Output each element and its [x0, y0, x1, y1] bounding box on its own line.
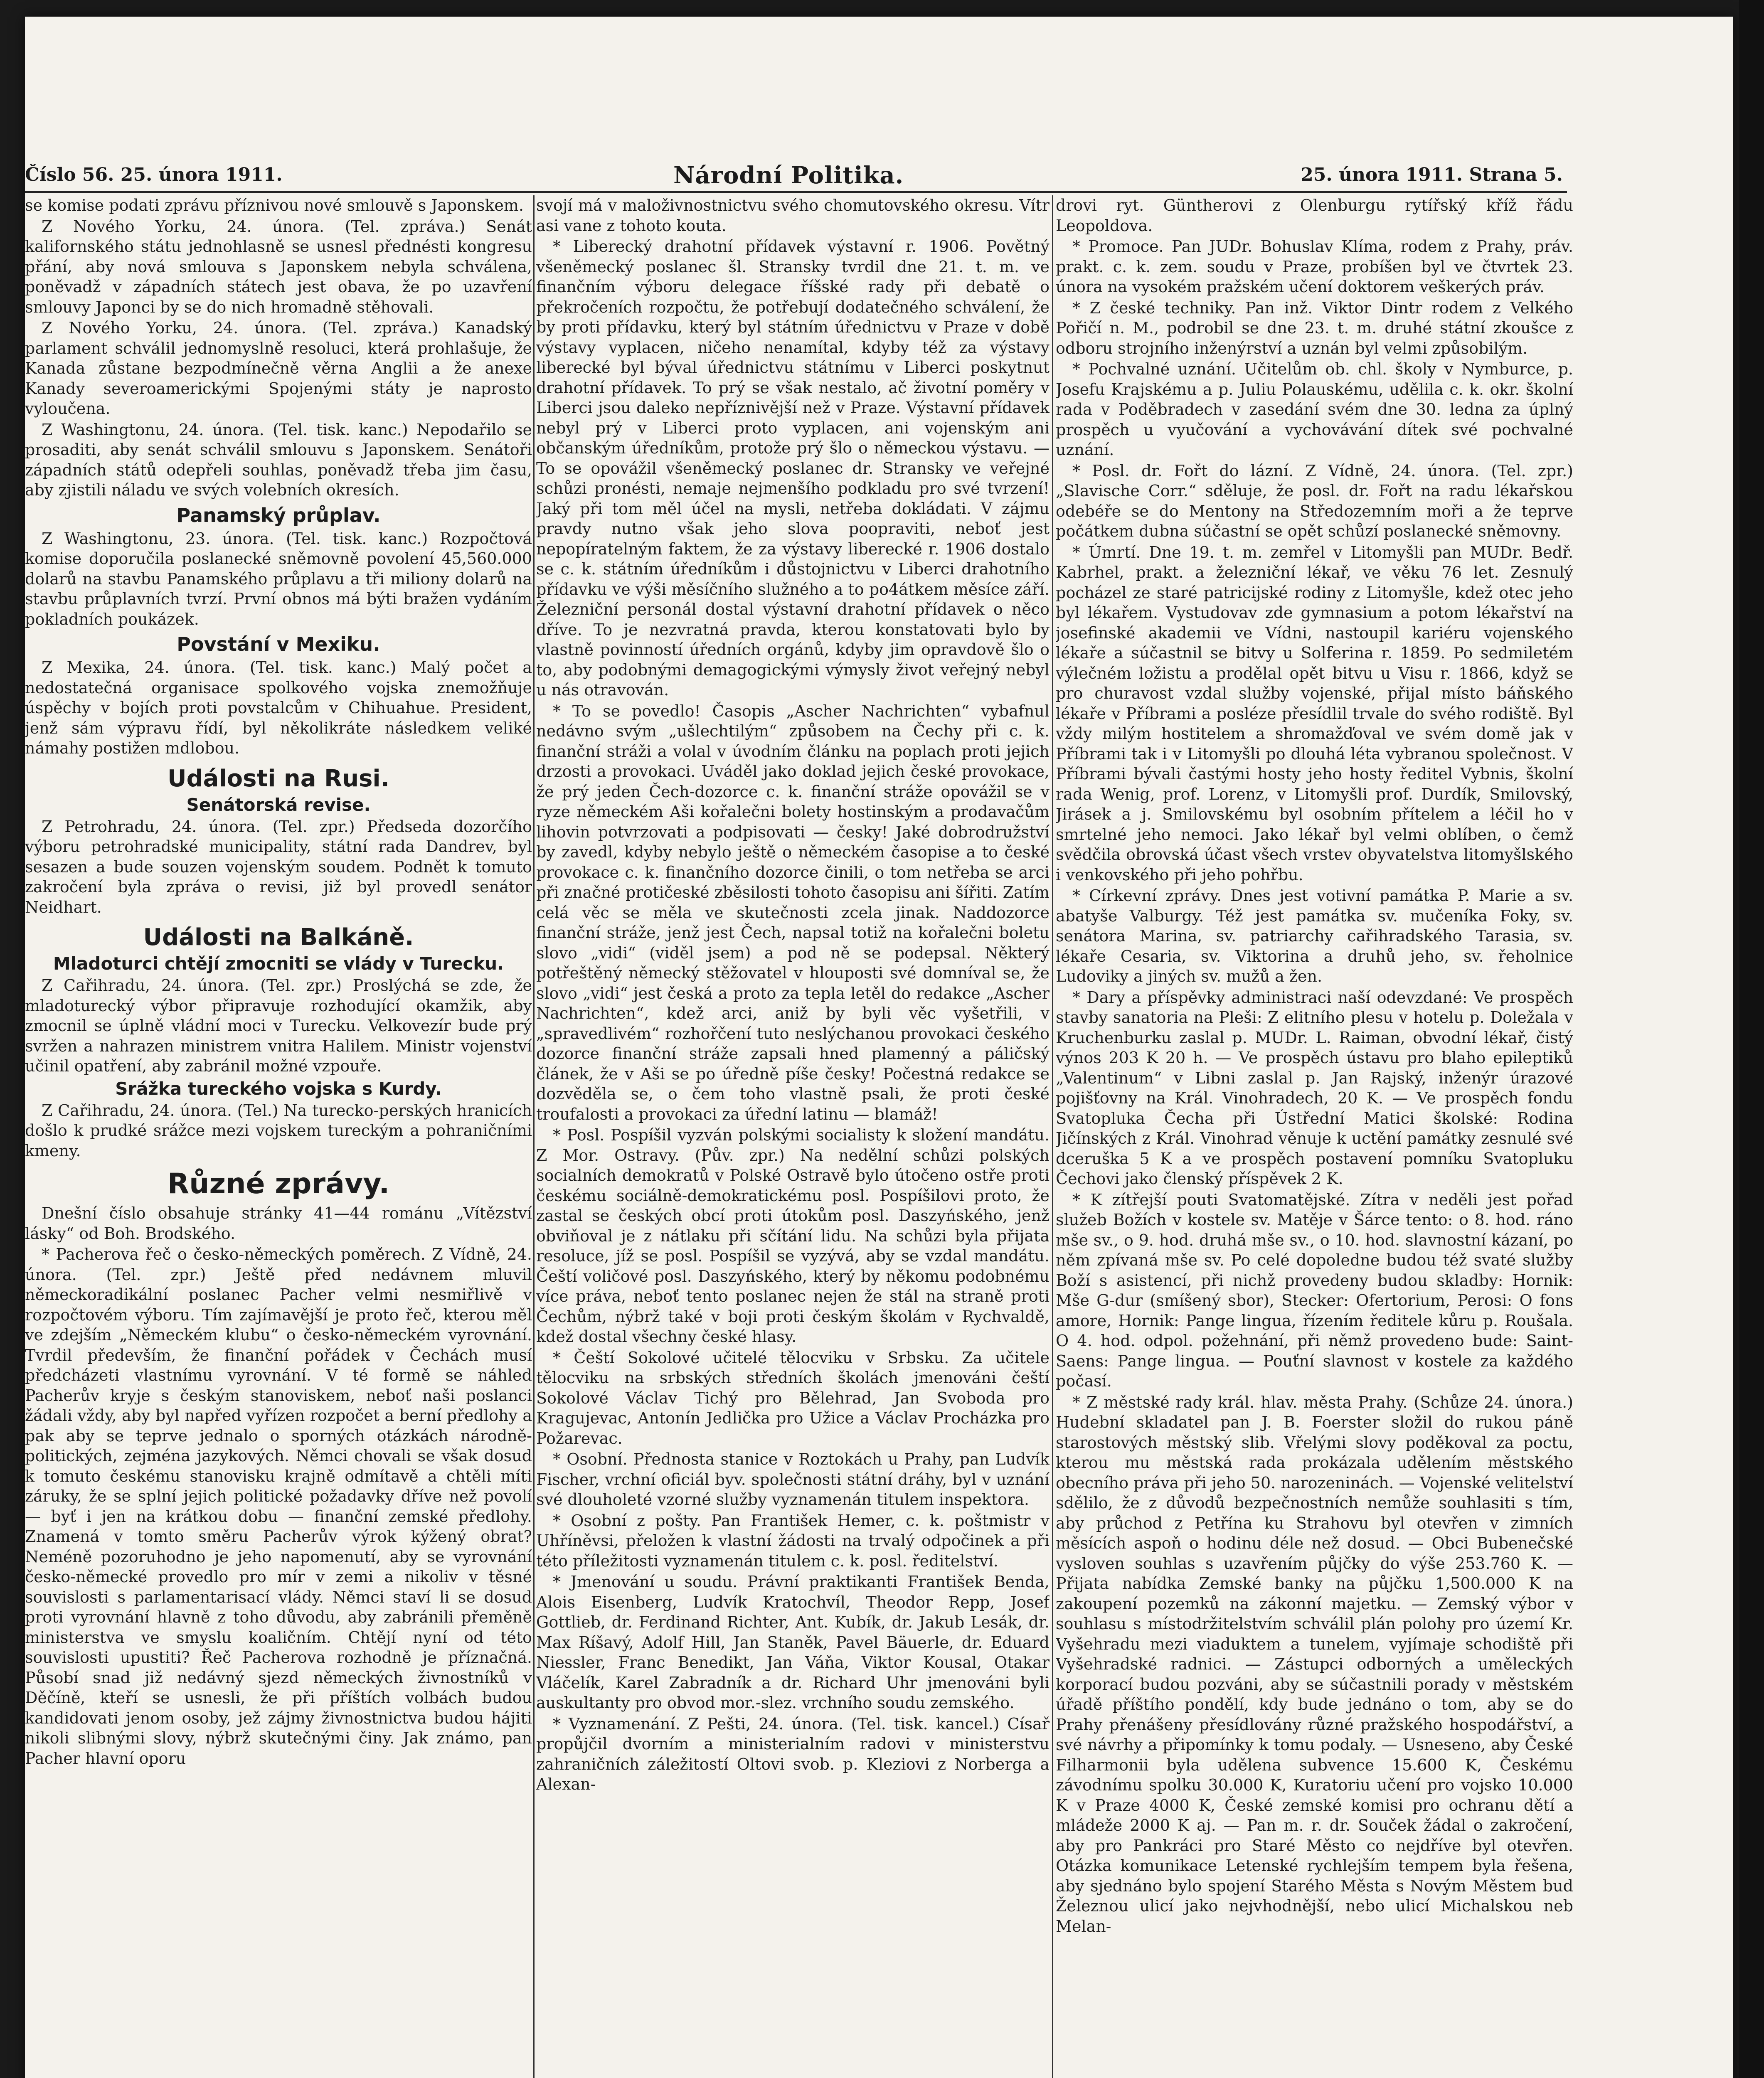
article-text: Z Washingtonu, 23. února. (Tel. tisk. kanc.) Rozpočtová komise doporučila poslanecké sněmovně povolení 45,560.000 dolarů na stavbu Panamského průplavu a tři miliony dolarů na stavbu průplavních tvrzí. První obnos má býti bražen vydáním pokladních poukázek.	[25, 529, 532, 628]
column-divider	[1052, 195, 1053, 2078]
section-heading: Povstání v Mexiku.	[177, 633, 380, 655]
article-text: * Církevní zprávy. Dnes jest votivní památka P. Marie a sv. abatyše Valburgy. Též jest památka sv. mučeníka Foky, sv. senátora Marina, sv. patriarchy cařihradského Tarasia, sv. lékaře Cesaria, sv. Viktorina a druhů jeho, sv. řeholnice Ludoviky a jiných sv. mužů a žen.	[1056, 886, 1573, 985]
article-text: * Pochvalné uznání. Učitelům ob. chl. školy v Nymburce, p. Josefu Krajskému a p. Juliu Polauskému, udělila c. k. okr. školní rada v Poděbradech v zasedání svém dne 30. ledna za úplný prospěch u vyučování a vychovávání dítek své pochvalné uznání.	[1056, 360, 1573, 459]
article-text: * Čeští Sokolové učitelé tělocviku v Srbsku. Za učitele tělocviku na srbských středních školách jmenováni čeští Sokolové Václav Tichý pro Bělehrad, Jan Svoboda pro Kragujevac, Antonín Jedlička pro Užice a Václav Procházka pro Požarevac.	[536, 1348, 1050, 1448]
article-text: Dnešní číslo obsahuje stránky 41—44 románu „Vítězství lásky“ od Boh. Brodského.	[25, 1204, 532, 1243]
article-text: * Liberecký drahotní přídavek výstavní r. 1906. Povětný všeněmecký poslanec šl. Stransky tvrdil dne 21. t. m. ve finančním výboru delegace říšské rady při debatě o překročeních rozpočtu, že potřebují dodatečného schválení, že by proti přídavku, který byl státním úřednictvu v Praze v době výstavy vyplacen, ničeho nenamítal, kdyby též za výstavy liberecké byl býval úřednictvu státnímu v Liberci poskytnut drahotní přídavek. To prý se však nestalo, ač životní poměry v Liberci jsou daleko nepříznivější než v Praze. Výstavní přídavek nebyl prý v Liberci proto vyplacen, ani vojenským ani občanským úředníkům, protože prý šlo o německou výstavu. — To se opovážil všeněmecký poslanec dr. Stransky ve veřejné schůzi pronésti, nemaje nejmenšího podkladu pro své tvrzení! Jaký při tom měl účel na mysli, netřeba dokládati. V zájmu pravdy nutno však jeho slova poopraviti, neboť jest nepopíratelným faktem, že za výstavy liberecké r. 1906 dostalo se c. k. státním úředníkům i důstojnictvu v Liberci drahotního přídavku ve výši měsíčního služného a to po4átkem měsíce září. Železniční personál dostal výstavní drahotní přídavek o něco dříve. To je nezvratná pravda, kterou konstatovati bylo by vlastně povinností úředních orgánů, kdyby jim opravdově šlo o to, aby podobnými demagogickými výmysly život veřejný nebyl u nás otravován.	[536, 237, 1050, 699]
article-text: * Úmrtí. Dne 19. t. m. zemřel v Litomyšli pan MUDr. Bedř. Kabrhel, prakt. a železniční lékař, ve věku 76 let. Zesnulý pocházel ze staré patricijské rodiny z Litomyšle, kdež otec jeho byl lékařem. Vystudovav zde gymnasium a potom lékařství na josefinské akademii ve Vídni, nastoupil kariéru vojenského lékaře a súčastnil se bitvy u Solferina r. 1859. Po sedmiletém výlečném ložistu a prodělal opět bitvu u Visu r. 1866, když se pro churavost vzdal služby vojenské, přijal místo báňského lékaře v Příbrami a posléze přesídlil trvale do svého rodiště. Byl vždy milým hostitelem a shromažďoval ve svém domě jak v Příbrami tak i v Litomyšli po dlouhá léta vybranou společnost. V Příbrami bývali častými hosty jeho hosty ředitel Vybnis, školní rada Wenig, prof. Lorenz, v Litomyšli prof. Durdík, Smilovský, Jirásek a j. Smilovskému byl osobním přítelem a léčil ho v smrtelné jeho nemoci. Jako lékař byl velmi oblíben, o čemž svědčila obrovská účast všech vrstev obyvatelstva litomyšlského i venkovského při jeho pohřbu.	[1056, 543, 1573, 884]
article-text: * Z městské rady král. hlav. města Prahy. (Schůze 24. února.) Hudební skladatel pan J. B. Foerster složil do rukou páně starostových městský slib. Vřelými slovy poděkoval za poctu, kterou mu městská rada prokázala udělením městského obecního práva při jeho 50. narozeninách. — Vojenské velitelství sdělilo, že z důvodů bezpečnostních nemůže souhlasiti s tím, aby průchod z Petřína ku Strahovu byl otevřen v zimních měsících aspoň o hodinu déle než dosud. — Obci Bubenečské vysloven souhlas s uzavřením půjčky do výše 253.760 K. — Přijata nabídka Zemské banky na půjčku 1,500.000 K na zakoupení pozemků na zákonní majetku. — Zemský výbor v souhlasu s místodržitelstvím schválil plán polohy pro území Kr. Vyšehradu mezi viaduktem a tunelem, vyjímaje schodiště při Vyšehradské radnici. — Zástupci odborných a uměleckých korporací budou pozváni, aby se súčastnili porady v městském úřadě příštího pondělí, kdy bude jednáno o tom, aby se do Prahy přenášeny přesídlovány různé pražského hospodářství, a své návrhy a připomínky k tomu podaly. — Usneseno, aby České Filharmonii byla udělena subvence 15.600 K, Českému závodnímu spolku 30.000 K, Kuratoriu učení pro vojsko 10.000 K v Praze 4000 K, České zemské komisi pro ochranu dětí a mládeže 2000 K aj. — Pan m. r. dr. Souček žádal o zakročení, aby pro Pankráci pro Staré Město co nejdříve byl otevřen. Otázka komunikace Letenské rychlejším tempem byla řešena, aby sjednáno bylo spojení Starého Města s Novým Městem bud Železnou ulicí jako nejvhodnější, nebo ulicí Michalskou neb Melan-	[1056, 1393, 1573, 1935]
article-text: * To se povedlo! Časopis „Ascher Nachrichten“ vybafnul nedávno svým „ušlechtilým“ způsobem na Čechy při c. k. finanční stráži a volal v úvodním článku na poplach proti jejich drzosti a provokaci. Uváděl jako doklad jejich české provokace, že prý jeden Čech-dozorce c. k. finanční stráže opovážil se v ryze německém Aši kořalečni bolety hostinským a prodavačům lihovin potvrzovati a podpisovati — česky! Jaké dobrodružství by zavedl, kdyby nebylo ještě o německém časopise a to české provokace c. k. finančního dozorce činili, o tom netřeba se arci při značné protičeské zběsilosti tohoto časopisu ani šířiti. Zatím celá věc se měla ve skutečnosti zcela jinak. Naddozorce finanční stráže, jenž jest Čech, napsal totiž na kořalečni boletu slovo „vidi“ (viděl jsem) a pod ně se podepsal. Některý potřeštěný německý stěžovatel v hlouposti své domníval se, že slovo „vidi“ jest česká a proto za tepla letěl do redakce „Ascher Nachrichten“, kdež arci, aniž by byli věc vyšetřili, v „spravedlivém“ rozhořčení tuto neslýchanou provokaci českého dozorce finanční stráže zapsali hned plamenný a páličský článek, že v Aši se po úředně píše česky! Počestná redakce se dozvěděla se, o čem toho vlastně psali, že proti české troufalosti a provokaci za úřední latinu — blamáž!	[536, 702, 1050, 1123]
issue-info: Číslo 56. 25. února 1911.	[25, 164, 283, 185]
article-text: * Jmenování u soudu. Právní praktikanti František Benda, Alois Eisenberg, Ludvík Kratochvíl, Theodor Repp, Josef Gottlieb, dr. Ferdinand Richter, Ant. Kubík, dr. Jakub Lesák, dr. Max Ríšavý, Adolf Hill, Jan Staněk, Pavel Bäuerle, dr. Eduard Niessler, Franc Benedikt, Jan Váňa, Viktor Kousal, Otakar Vláčelík, Karel Zabradník a dr. Richard Uhr jmenováni byli auskultanty pro obvod mor.-slez. vrchního soudu zemského.	[536, 1573, 1050, 1712]
article-text: * Z české techniky. Pan inž. Viktor Dintr rodem z Velkého Pořičí n. M., podrobil se dne 23. t. m. druhé státní zkoušce z odboru strojního inženýrství a uznán byl velmi způsobilým.	[1056, 298, 1573, 357]
article-text: drovi ryt. Güntherovi z Olenburgu rytířský kříž řádu Leopoldova.	[1056, 196, 1573, 235]
article-text: Z Nového Yorku, 24. února. (Tel. zpráva.) Kanadský parlament schválil jednomyslně resoluci, která prohlašuje, že Kanada zůstane bezpodmínečně věrna Anglii a že anexe Kanady severoamerickými Spojenými státy je naprosto vyloučena.	[25, 319, 532, 418]
article-text: * Osobní z pošty. Pan František Hemer, c. k. poštmistr v Uhříněvsi, přeložen k vlastní žádosti na trvalý odpočinek a při této příležitosti vyznamenán titulem c. k. posl. ředitelství.	[536, 1511, 1050, 1570]
column-3	[1056, 195, 1573, 2078]
article-text: Z Cařihradu, 24. února. (Tel. zpr.) Proslýchá se zde, že mladoturecký výbor připravuje rozhodující okamžik, aby zmocnil se úplně vládní moci v Turecku. Velkovezír bude prý svržen a nahrazen ministrem vnitra Halilem. Ministr vojenství učinil opatření, aby zabránil možné vzpouře.	[25, 976, 532, 1075]
article-text: Z Petrohradu, 24. února. (Tel. zpr.) Předseda dozorčího výboru petrohradské municipality, státní rada Dandrev, byl sesazen a bude souzen vojenským soudem. Podnět k tomuto zakročení byla zpráva o revisi, již byl provedl senátor Neidhart.	[25, 817, 532, 916]
article-text: Z Nového Yorku, 24. února. (Tel. zpráva.) Senát kalifornského státu jednohlasně se usnesl přednésti kongresu přání, aby nová smlouva s Japonskem nebyla schválena, poněvadž v západních státech jest obava, že po uzavření smlouvy Japonci by se do nich hromadně stěhovali.	[25, 217, 532, 316]
sub-heading: Srážka tureckého vojska s Kurdy.	[115, 1078, 442, 1099]
date-page-info: 25. února 1911. Strana 5.	[1301, 164, 1563, 185]
article-text: svojí má v maloživnostnictvu svého chomutovského okresu. Vítr asi vane z tohoto kouta.	[536, 196, 1050, 235]
article-text: * Vyznamenání. Z Pešti, 24. února. (Tel. tisk. kancel.) Císař propůjčil dvorním a ministerialním radovi v ministerstvu zahraničních záležitostí Oltovi svob. p. Kleziovi z Norberga a Alexan-	[536, 1714, 1050, 1793]
scan-border	[1739, 0, 1764, 2078]
article-text: * Posl. Pospíšil vyzván polskými socialisty k složení mandátu. Z Mor. Ostravy. (Pův. zpr.) Na nedělní schůzi polských socialních demokratů v Polské Ostravě bylo útočeno ostře proti českému sociálně-demokratickému posl. Pospíšilovi proto, že zastal se českých obcí proti útokům posl. Daszyńského, jenž obviňoval je z nátlaku při sčítání lidu. Na schůzi byla přijata resoluce, jíž se posl. Pospíšil se vyzývá, aby se vzdal mandátu. Čeští voličové posl. Daszyńského, který by někomu podobnému více práva, neboť tento poslanec nejen že stál na straně proti Čechům, nýbrž také v boji proti českým školám v Rychvaldě, kdež dostal všechny české hlasy.	[536, 1126, 1050, 1346]
sub-heading: Senátorská revise.	[186, 794, 371, 815]
section-heading: Události na Balkáně.	[143, 924, 414, 951]
section-heading: Panamský průplav.	[176, 504, 381, 527]
newspaper-title: Národní Politika.	[673, 162, 904, 189]
article-text: se komise podati zprávu příznivou nové smlouvě s Japonskem.	[25, 196, 524, 214]
column-1	[25, 195, 532, 2078]
article-text: * Pacherova řeč o česko-německých poměrech. Z Vídně, 24. února. (Tel. zpr.) Ještě před nedávnem mluvil německoradikální poslanec Pacher velmi nesmiřlivě v rozpočtovém výboru. Tím zajímavější je proto řeč, kterou měl ve zdejším „Německém klubu“ o česko-německém vyrovnání. Tvrdil především, že finanční pořádek v Čechách musí předcházeti vlastnímu vyrovnání. V té formě se náhled Pacherův kryje s českým stanoviskem, neboť naši poslanci žádali vždy, aby byl napřed vyřízen rozpočet a berní předlohy a pak aby se teprve jednalo o sporných otázkách národně-politických, zejména jazykových. Němci chovali se však dosud k tomuto českému stanovisku krajně odmítavě a chtěli míti záruky, že se splní jejich politické požadavky dříve než povolí — byť i jen na krátkou dobu — finanční zemské předlohy. Znamená v tomto směru Pacherův výrok kýžený obrat? Neméně pozoruhodno je jeho napomenutí, aby se vyrovnání česko-německé provedlo pro mír v zemi a nikoliv v těsné souvislosti s parlamentarisací vlády. Němci staví li se dosud proti vyrovnání hlavně z toho důvodu, aby zabránili přeměně ministerstva ve smyslu koaličním. Chtějí nyní od této souvislosti upustiti? Řeč Pacherova rozhodně je příznačná. Působí snad již nedávný sjezd německých živnostníků v Děčíně, kteří se usnesli, že při příštích volbách budou kandidovati jenom osoby, jež zájmy živnostnictva budou hájiti nikoli slibnými slovy, nýbrž skutečnými činy. Jak známo, pan Pacher hlavní oporu	[25, 1245, 532, 1768]
column-2	[536, 195, 1050, 2078]
sub-heading: Mladoturci chtějí zmocniti se vlády v Turecku.	[53, 953, 504, 974]
article-text: * Posl. dr. Fořt do lázní. Z Vídně, 24. února. (Tel. zpr.) „Slavische Corr.“ sděluje, že posl. dr. Fořt na radu lékařskou odebéře se do Mentony na Středozemním moři a že teprve počátkem dubna súčastní se opět schůzí poslanecké sněmovny.	[1056, 461, 1573, 540]
section-heading: Různé zprávy.	[167, 1167, 390, 1200]
page-header	[25, 164, 1563, 193]
section-heading: Události na Rusi.	[168, 765, 389, 792]
article-text: * Promoce. Pan JUDr. Bohuslav Klíma, rodem z Prahy, práv. prakt. c. k. zem. soudu v Praze, probíšen byl ve čtvrtek 23. února na vysokém pražském učení doktorem veškerých práv.	[1056, 237, 1573, 296]
article-text: Z Cařihradu, 24. února. (Tel.) Na turecko-perských hranicích došlo k prudké srážce mezi vojskem tureckým a pohraničními kmeny.	[25, 1101, 532, 1160]
header-rule	[25, 191, 1567, 193]
column-divider	[533, 195, 535, 2078]
article-text: Z Washingtonu, 24. února. (Tel. tisk. kanc.) Nepodařilo se prosaditi, aby senát schválil smlouvu s Japonskem. Senátoři západních států odepřeli souhlas, poněvadž třeba jim času, aby zjistili náladu ve svých volebních okresích.	[25, 420, 532, 499]
article-text: * K zítřejší pouti Svatomatějské. Zítra v neděli jest pořad služeb Božích v kostele sv. Matěje v Šárce tento: o 8. hod. ráno mše sv., o 9. hod. druhá mše sv., o 10. hod. slavnostní kázaní, po něm zpívaná mše sv. Po celé dopoledne budou též svaté služby Boží s asistencí, při nichž provedeny budou skladby: Hornik: Mše G-dur (smíšený sbor), Stecker: Ofertorium, Perosi: O fons amore, Hornik: Pange lingua, řízením ředitele kůru p. Roušala. O 4. hod. odpol. požehnání, při němž provedeno bude: Saint-Saens: Pange lingua. — Pouťní slavnost v kostele za každého počasí.	[1056, 1190, 1573, 1390]
article-text: * Dary a příspěvky administraci naší odevzdané: Ve prospěch stavby sanatoria na Pleši: Z elitního plesu v hotelu p. Doležala v Kruchenburku zaslal p. MUDr. L. Raiman, obvodní lékař, čistý výnos 203 K 20 h. — Ve prospěch ústavu pro blaho epileptiků „Valentinum“ v Libni zaslal p. Jan Rajský, inženýr úrazové pojišťovny na Král. Vinohradech, 20 K. — Ve prospěch fondu Svatopluka Čecha při Ústřední Matici školské: Rodina Jičínských z Král. Vinohrad věnuje k uctění památky zesnulé své dceruška 5 K a ve prospěch postavení pomníku Svatopluku Čechovi jako členský příspěvek 2 K.	[1056, 988, 1573, 1188]
article-text: Z Mexika, 24. února. (Tel. tisk. kanc.) Malý počet a nedostatečná organisace spolkového vojska znemožňuje úspěchy v bojích proti povstalcům v Chihuahue. President, jenž sám výpravu řídí, byl několikráte následkem veliké námahy postižen mdlobou.	[25, 658, 532, 757]
article-text: * Osobní. Přednosta stanice v Roztokách u Prahy, pan Ludvík Fischer, vrchní oficiál byv. společnosti státní dráhy, byl v uznání své dlouholeté vzorné služby vyznamenán titulem inspektora.	[536, 1450, 1050, 1509]
